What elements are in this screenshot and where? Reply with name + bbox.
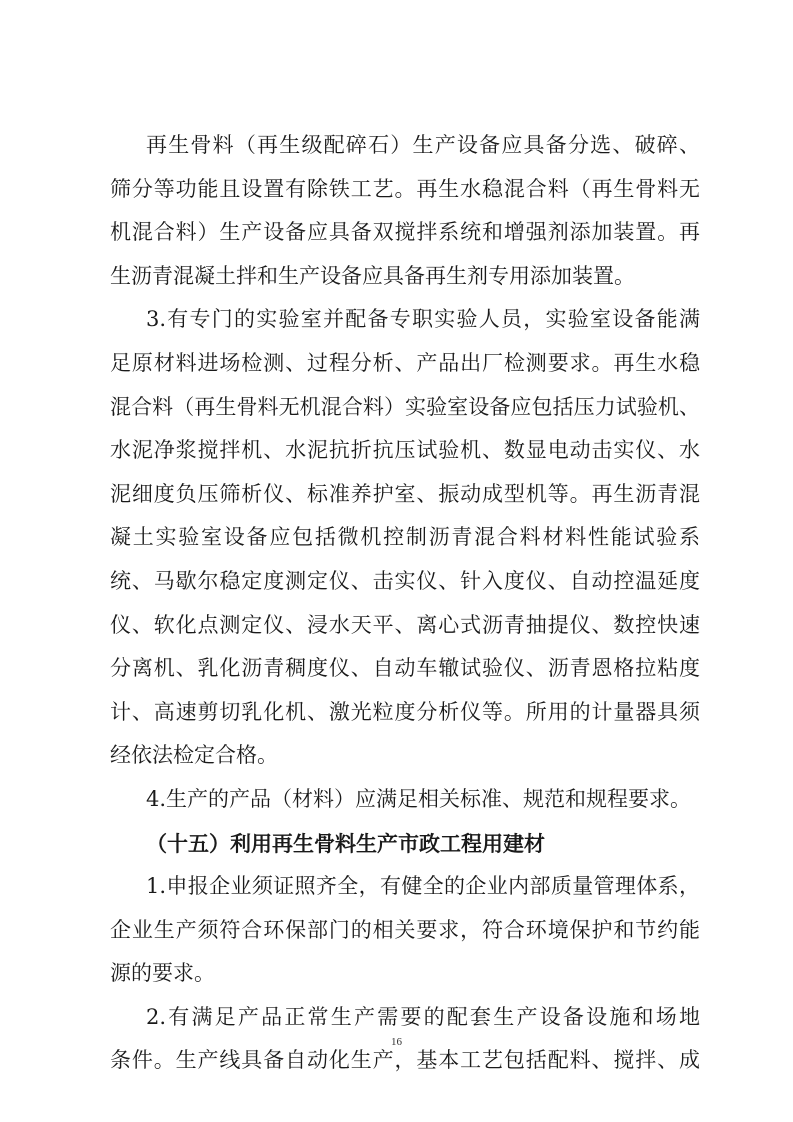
paragraph-line: 3.有专门的实验室并配备专职实验人员，实验室设备能满 bbox=[146, 307, 700, 332]
paragraph-line: 2.有满足产品正常生产需要的配套生产设备设施和场地 bbox=[146, 1004, 700, 1029]
paragraph-line: 经依法检定合格。 bbox=[110, 743, 278, 768]
paragraph-line: 混合料（再生骨料无机混合料）实验室设备应包括压力试验机、 bbox=[110, 394, 700, 419]
document-body bbox=[110, 124, 700, 1083]
paragraph-line: 泥细度负压筛析仪、标准养护室、振动成型机等。再生沥青混 bbox=[110, 481, 700, 506]
section-heading: （十五）利用再生骨料生产市政工程用建材 bbox=[146, 830, 545, 856]
paragraph-line: 统、马歇尔稳定度测定仪、击实仪、针入度仪、自动控温延度 bbox=[110, 568, 700, 593]
paragraph-line: 企业生产须符合环保部门的相关要求，符合环境保护和节约能 bbox=[110, 917, 700, 942]
paragraph-line: 生沥青混凝土拌和生产设备应具备再生剂专用添加装置。 bbox=[110, 263, 635, 288]
paragraph-line: 水泥净浆搅拌机、水泥抗折抗压试验机、数显电动击实仪、水 bbox=[110, 438, 700, 463]
paragraph-line: 筛分等功能且设置有除铁工艺。再生水稳混合料（再生骨料无 bbox=[110, 176, 700, 201]
paragraph-line: 分离机、乳化沥青稠度仪、自动车辙试验仪、沥青恩格拉粘度 bbox=[110, 656, 700, 681]
paragraph-line: 凝土实验室设备应包括微机控制沥青混合料材料性能试验系 bbox=[110, 525, 700, 550]
paragraph-line: 1.申报企业须证照齐全，有健全的企业内部质量管理体系， bbox=[146, 874, 700, 899]
paragraph-line: 足原材料进场检测、过程分析、产品出厂检测要求。再生水稳 bbox=[110, 350, 700, 375]
paragraph-line: 计、高速剪切乳化机、激光粒度分析仪等。所用的计量器具须 bbox=[110, 699, 700, 724]
paragraph-line: 源的要求。 bbox=[110, 961, 215, 986]
paragraph-line: 条件。生产线具备自动化生产，基本工艺包括配料、搅拌、成 bbox=[110, 1048, 700, 1073]
paragraph-line: 仪、软化点测定仪、浸水天平、离心式沥青抽提仪、数控快速 bbox=[110, 612, 700, 637]
paragraph-line: 再生骨料（再生级配碎石）生产设备应具备分选、破碎、 bbox=[146, 133, 700, 157]
paragraph-line: 机混合料）生产设备应具备双搅拌系统和增强剂添加装置。再 bbox=[110, 220, 700, 245]
paragraph-line: 4.生产的产品（材料）应满足相关标准、规范和规程要求。 bbox=[146, 786, 692, 811]
page-number: 16 bbox=[391, 1036, 402, 1048]
